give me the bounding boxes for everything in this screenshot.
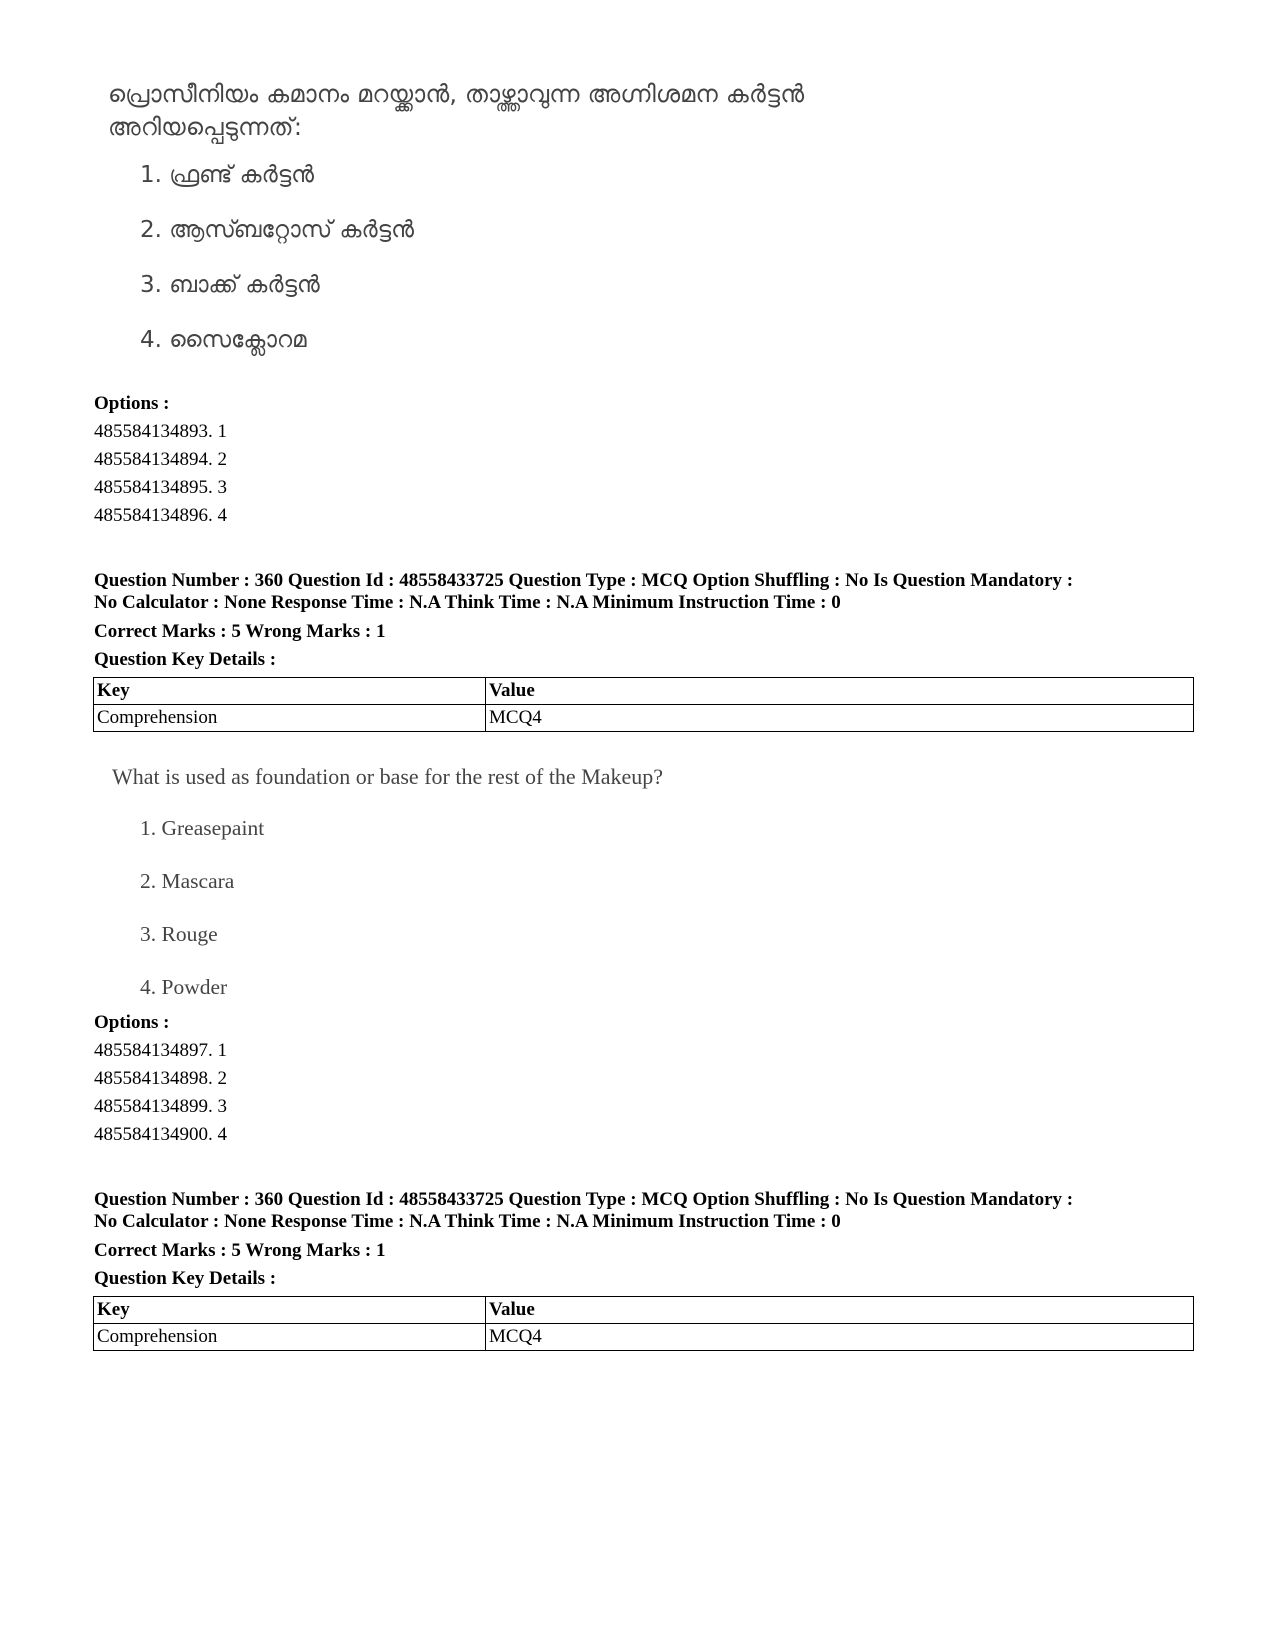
option-row: 485584134894. 2	[94, 449, 227, 470]
key-details-label: Question Key Details :	[94, 1268, 277, 1289]
key-details-table	[93, 1296, 1194, 1351]
table-cell-value: MCQ4	[486, 705, 1194, 732]
choice-1: 1. ഫ്രണ്ട് കർട്ടൻ	[140, 162, 315, 188]
question-stem-line1: പ്രൊസീനിയം കമാനം മറയ്ക്കാൻ, താഴ്ത്താവുന്ന അഗ്നിശമന കർട്ടൻ	[108, 80, 805, 108]
question-image-english	[112, 764, 1012, 999]
option-row: 485584134898. 2	[94, 1068, 227, 1089]
option-row: 485584134893. 1	[94, 421, 227, 442]
table-row	[94, 1324, 1194, 1351]
table-header-key: Key	[94, 678, 486, 705]
table-cell-value: MCQ4	[486, 1324, 1194, 1351]
question-meta-line1: Question Number : 360 Question Id : 48558433725 Question Type : MCQ Option Shuffling : No Is Question Mandatory :	[94, 570, 1074, 591]
table-cell-key: Comprehension	[94, 1324, 486, 1351]
choice-3: 3. Rouge	[140, 922, 218, 946]
option-row: 485584134895. 3	[94, 477, 227, 498]
question-stem-line2: അറിയപ്പെടുന്നത്:	[108, 113, 303, 141]
table-header-value: Value	[486, 678, 1194, 705]
marks-line: Correct Marks : 5 Wrong Marks : 1	[94, 1240, 386, 1261]
option-row: 485584134896. 4	[94, 505, 227, 526]
choice-3: 3. ബാക്ക് കർട്ടൻ	[140, 272, 320, 298]
key-details-table	[93, 677, 1194, 732]
table-cell-key: Comprehension	[94, 705, 486, 732]
question-meta-line1: Question Number : 360 Question Id : 48558433725 Question Type : MCQ Option Shuffling : No Is Question Mandatory :	[94, 1189, 1074, 1210]
question-meta-line2: No Calculator : None Response Time : N.A Think Time : N.A Minimum Instruction Time : 0	[94, 1211, 841, 1232]
choice-2: 2. ആസ്ബറ്റോസ് കർട്ടൻ	[140, 217, 414, 243]
table-header-row	[94, 1297, 1194, 1324]
option-row: 485584134900. 4	[94, 1124, 227, 1145]
option-row: 485584134897. 1	[94, 1040, 227, 1061]
choice-1: 1. Greasepaint	[140, 816, 265, 840]
table-row	[94, 705, 1194, 732]
marks-line: Correct Marks : 5 Wrong Marks : 1	[94, 621, 386, 642]
options-label: Options :	[94, 393, 170, 414]
table-header-row	[94, 678, 1194, 705]
question-meta-line2: No Calculator : None Response Time : N.A Think Time : N.A Minimum Instruction Time : 0	[94, 592, 841, 613]
choice-2: 2. Mascara	[140, 869, 235, 893]
table-header-value: Value	[486, 1297, 1194, 1324]
question-stem: What is used as foundation or base for the rest of the Makeup?	[112, 764, 664, 789]
key-details-label: Question Key Details :	[94, 649, 277, 670]
table-header-key: Key	[94, 1297, 486, 1324]
question-image-malayalam	[108, 78, 1008, 353]
choice-4: 4. സൈക്ലോറമ	[140, 327, 307, 353]
option-row: 485584134899. 3	[94, 1096, 227, 1117]
choice-4: 4. Powder	[140, 975, 228, 999]
options-label: Options :	[94, 1012, 170, 1033]
